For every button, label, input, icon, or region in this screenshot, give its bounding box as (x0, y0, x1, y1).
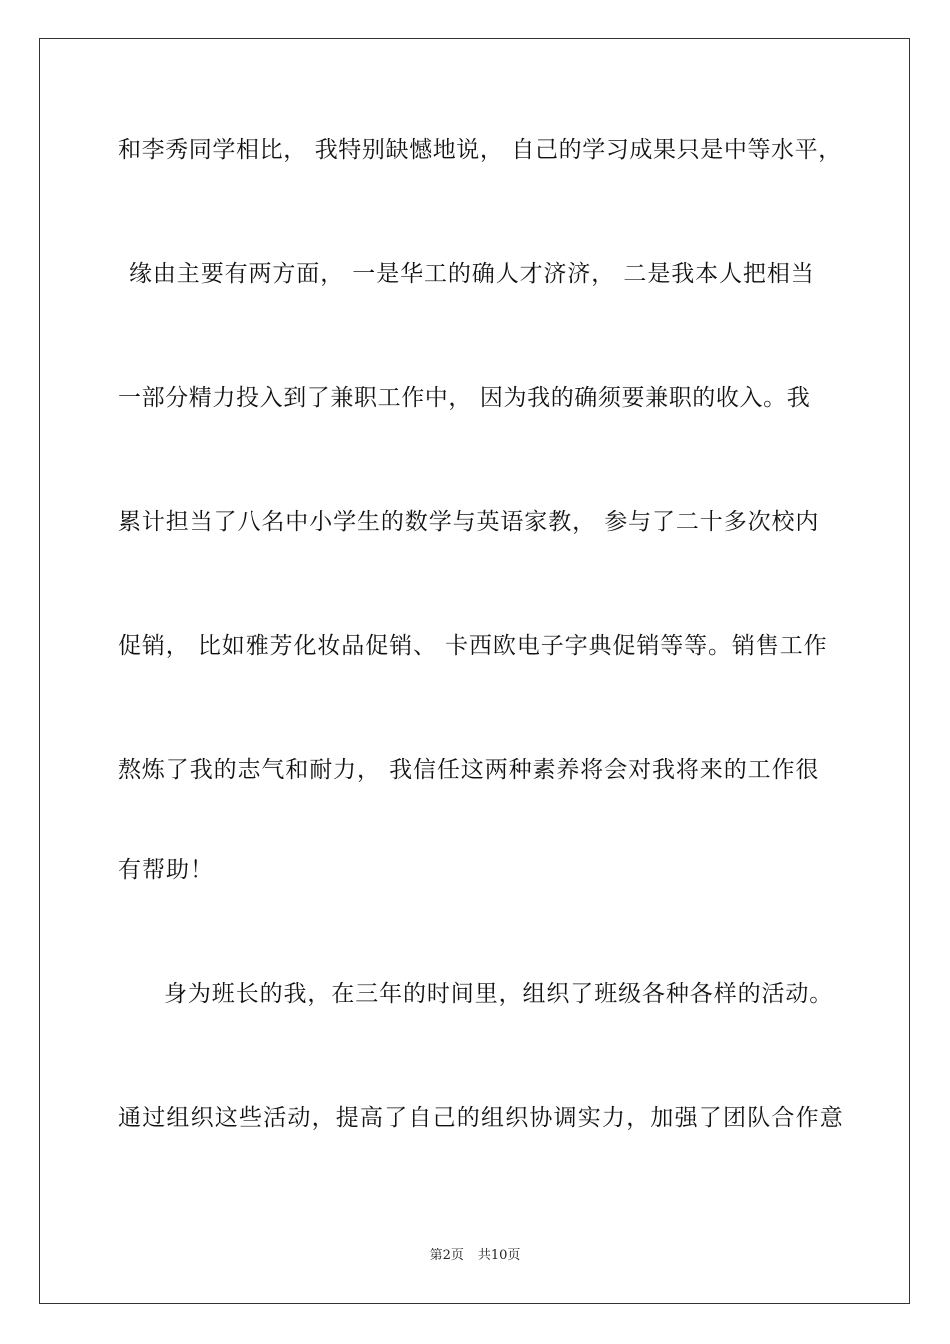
text-line-4: 累计担当了八名中小学生的数学与英语家教， 参与了二十多次校内 (118, 509, 820, 535)
page-footer (0, 1247, 950, 1265)
text-line-5: 促销， 比如雅芳化妆品促销、 卡西欧电子字典促销等等。销售工作 (118, 633, 828, 659)
text-line-9: 通过组织这些活动，提高了自己的组织协调实力，加强了团队合作意 (118, 1105, 844, 1131)
text-line-3: 一部分精力投入到了兼职工作中， 因为我的确须要兼职的收入。我 (118, 385, 811, 411)
text-line-7: 有帮助！ (118, 857, 214, 883)
text-line-6: 熬炼了我的志气和耐力， 我信任这两种素养将会对我将来的工作很 (118, 757, 820, 783)
text-line-2: 缘由主要有两方面， 一是华工的确人才济济， 二是我本人把相当 (129, 261, 815, 287)
text-line-8: 身为班长的我，在三年的时间里，组织了班级各种各样的活动。 (164, 981, 834, 1007)
page-total: 共10页 (477, 1248, 521, 1263)
text-line-1: 和李秀同学相比， 我特别缺憾地说， 自己的学习成果只是中等水平， (118, 137, 842, 163)
page-number: 第2页 (429, 1248, 464, 1263)
